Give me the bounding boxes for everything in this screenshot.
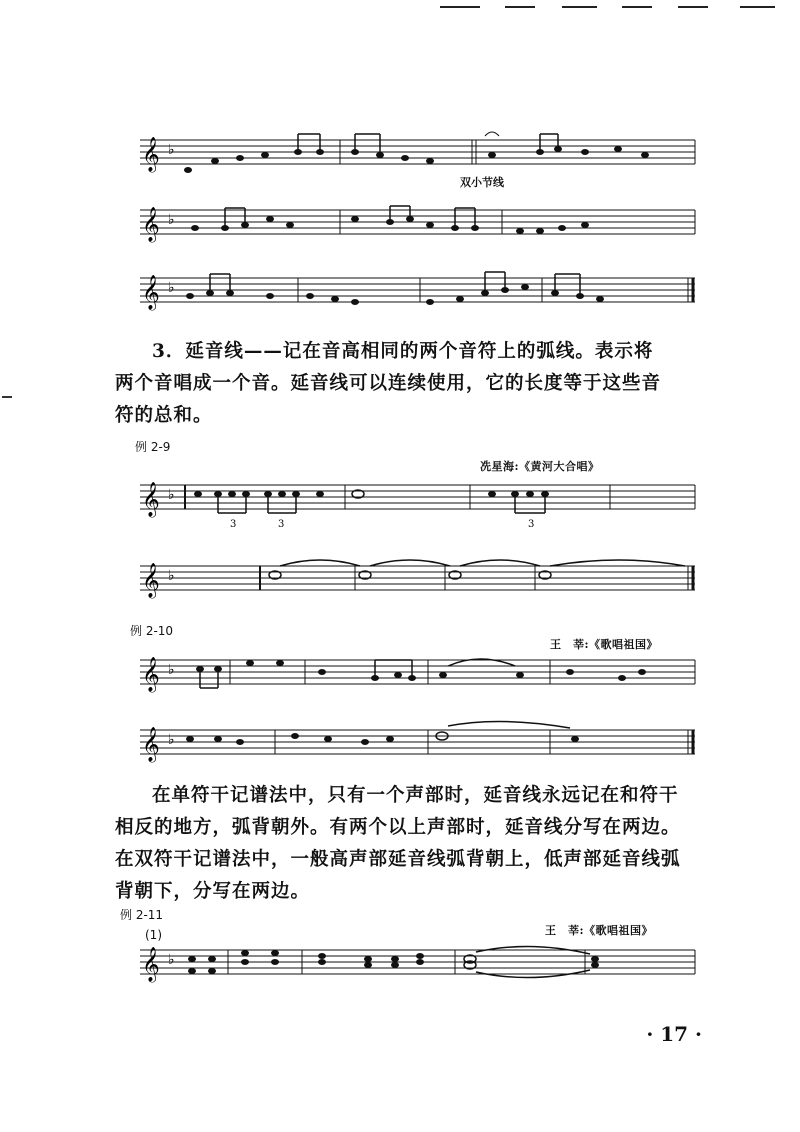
top-rule [678, 6, 708, 8]
section3-line-3: 符的总和。 [115, 405, 213, 426]
music-staff-ex-2-9-b [130, 556, 700, 606]
svg-text:𝄞: 𝄞 [142, 137, 160, 172]
music-staff-2 [130, 200, 700, 250]
svg-text:𝄞: 𝄞 [142, 563, 160, 598]
section3-text [115, 336, 715, 432]
svg-text:♭: ♭ [168, 568, 175, 584]
tie-notation-paragraph [115, 780, 715, 908]
svg-text:♭: ♭ [168, 212, 175, 228]
paragraph-line-4: 背朝下，分写在两边。 [115, 881, 311, 902]
svg-text:𝄞: 𝄞 [142, 947, 160, 982]
svg-text:𝄞: 𝄞 [142, 482, 160, 517]
tuplet-number: 3 [528, 519, 535, 530]
tuplet-number: 3 [230, 519, 237, 530]
svg-text:♭: ♭ [168, 732, 175, 748]
source-citation: 王 莘:《歌唱祖国》 [545, 924, 654, 937]
paragraph-line-2: 相反的地方，弧背朝外。有两个以上声部时，延音线分写在两边。 [115, 817, 681, 838]
svg-text:𝄞: 𝄞 [142, 207, 160, 242]
page-number: · 17 · [646, 1022, 702, 1046]
music-staff-ex-2-9-a [130, 475, 700, 535]
top-rule [622, 6, 652, 8]
svg-text:♭: ♭ [168, 487, 175, 503]
example-label: 例 2-11 [120, 908, 164, 922]
svg-text:♭: ♭ [168, 662, 175, 678]
top-rule [562, 6, 597, 8]
source-citation: 王 莘:《歌唱祖国》 [550, 638, 659, 651]
section3-line-1: 3．延音线——记在音高相同的两个音符上的弧线。表示将 [152, 341, 654, 362]
paragraph-line-1: 在单符干记谱法中，只有一个声部时，延音线永远记在和符干 [152, 785, 679, 806]
svg-text:𝄞: 𝄞 [142, 275, 160, 310]
svg-text:♭: ♭ [168, 142, 175, 158]
music-staff-3 [130, 268, 700, 318]
paragraph-line-3: 在双符干记谱法中，一般高声部延音线弧背朝上，低声部延音线弧 [115, 849, 681, 870]
top-rule [740, 6, 775, 8]
source-citation: 冼星海:《黄河大合唱》 [480, 460, 600, 473]
music-staff-ex-2-10-b [130, 720, 700, 770]
music-staff-1 [130, 130, 700, 189]
svg-text:𝄞: 𝄞 [142, 657, 160, 692]
svg-text:♭: ♭ [168, 280, 175, 296]
part-number: (1) [145, 928, 162, 942]
double-barline-caption: 双小节线 [460, 176, 504, 189]
music-staff-ex-2-11 [130, 940, 700, 990]
svg-text:𝄞: 𝄞 [142, 727, 160, 762]
example-label: 例 2-10 [130, 624, 174, 638]
tuplet-number: 3 [278, 519, 285, 530]
top-rule [440, 6, 480, 8]
section3-line-2: 两个音唱成一个音。延音线可以连续使用，它的长度等于这些音 [115, 373, 662, 394]
svg-text:♭: ♭ [168, 952, 175, 968]
music-staff-ex-2-10-a [130, 650, 700, 700]
top-rule [505, 6, 535, 8]
margin-mark [2, 396, 12, 398]
example-label: 例 2-9 [135, 440, 171, 454]
